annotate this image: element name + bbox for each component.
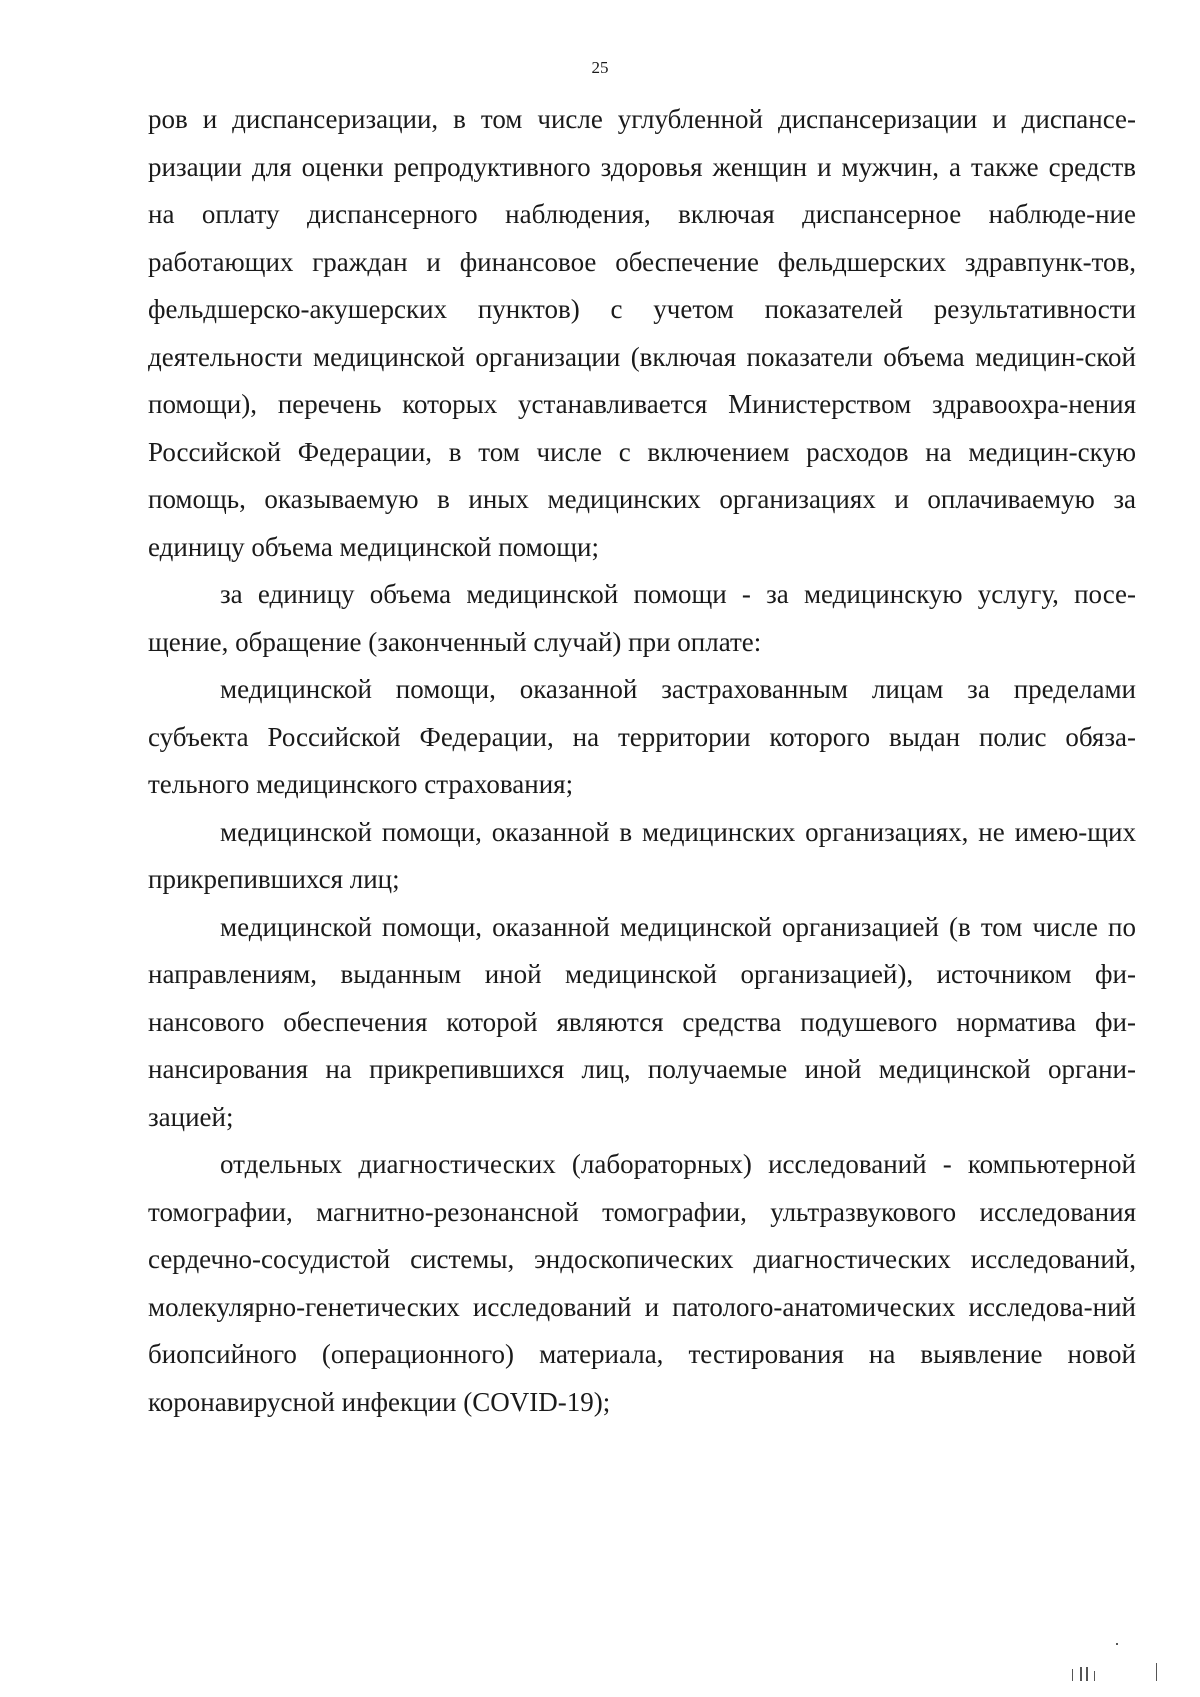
paragraph-insured-outside-region: медицинской помощи, оказанной застрахованным лицам за пределами субъекта Российской Федерации, на территории которого выдан полис обяза-тельного медицинского страхования; <box>148 674 1136 799</box>
paragraph-per-unit-volume: за единицу объема медицинской помощи - за медицинскую услугу, посе-щение, обращение (законченный случай) при оплате: <box>148 579 1136 657</box>
paragraph-diagnostic-tests: отдельных диагностических (лабораторных) исследований - компьютерной томографии, магнитно-резонансной томографии, ультразвукового исследования сердечно-сосудистой системы, эндоскопических диагностических исследований, молекулярно-генетических исследований и патолого-анатомических исследова-ний биопсийного (операционного) материала, тестирования на выявление новой коронавирусной инфекции (COVID-19); <box>148 1149 1136 1417</box>
paragraph-no-attached-persons: медицинской помощи, оказанной в медицинских организациях, не имею-щих прикрепившихся лиц; <box>148 816 1136 894</box>
scan-artifact-marks <box>1020 1643 1160 1683</box>
page-number: 25 <box>591 58 609 77</box>
paragraph-referral-other-org: медицинской помощи, оказанной медицинской организацией (в том числе по направлениям, выданным иной медицинской организацией), источником фи-нансового обеспечения которой являются средства подушевого норматива фи-нансирования на прикрепившихся лиц, получаемые иной медицинской органи-зацией; <box>148 911 1136 1132</box>
paragraph-continuation: ров и диспансеризации, в том числе углубленной диспансеризации и диспансе-ризации для оценки репродуктивного здоровья женщин и мужчин, а также средств на оплату диспансерного наблюдения, включая диспансерное наблюде-ние работающих граждан и финансовое обеспечение фельдшерских здравпунк-тов, фельдшерско-акушерских пунктов) с учетом показателей результативности деятельности медицинской организации (включая показатели объема медицин-ской помощи), перечень которых устанавливается Министерством здравоохра-нения Российской Федерации, в том числе с включением расходов на медицин-скую помощь, оказываемую в иных медицинских организациях и оплачиваемую за единицу объема медицинской помощи; <box>148 104 1136 562</box>
document-body <box>148 96 1136 1426</box>
